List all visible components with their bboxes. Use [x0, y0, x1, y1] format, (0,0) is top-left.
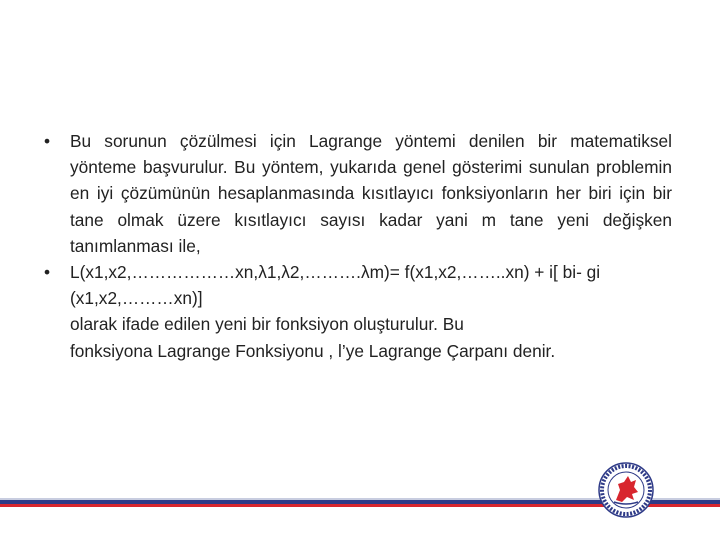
continuation-line-1: olarak ifade edilen yeni bir fonksiyon oluşturulur. Bu — [70, 314, 464, 335]
bullet-marker: • — [44, 131, 51, 151]
university-seal-icon — [598, 462, 654, 518]
bullet-marker: • — [44, 262, 51, 283]
bullet-text-2: L(x1,x2,………………xn,λ1,λ2,……….λm)= f(x1,x2,……..xn) + i[ bi- gi (x1,x2,………xn)] — [70, 262, 601, 309]
continuation-paragraph — [44, 311, 672, 363]
continuation-line-2: fonksiyona Lagrange Fonksiyonu , l’ye Lagrange Çarpanı denir. — [70, 340, 556, 361]
slide-content — [44, 128, 672, 364]
bullet-text-1: Bu sorunun çözülmesi için Lagrange yöntemi denilen bir matematiksel yönteme başvurulur. Bu yöntem, yukarıda genel gösterimi sunulan problemin en iyi çözümünün hesaplanmasında kısıtlayıcı fonksiyonların her biri için bir tane olmak üzere kısıtlayıcı sayısı kadar yani m tane yeni değişken tanımlanması ile, — [70, 131, 672, 256]
bullet-item-1 — [44, 128, 672, 259]
bullet-item-2 — [44, 259, 672, 311]
